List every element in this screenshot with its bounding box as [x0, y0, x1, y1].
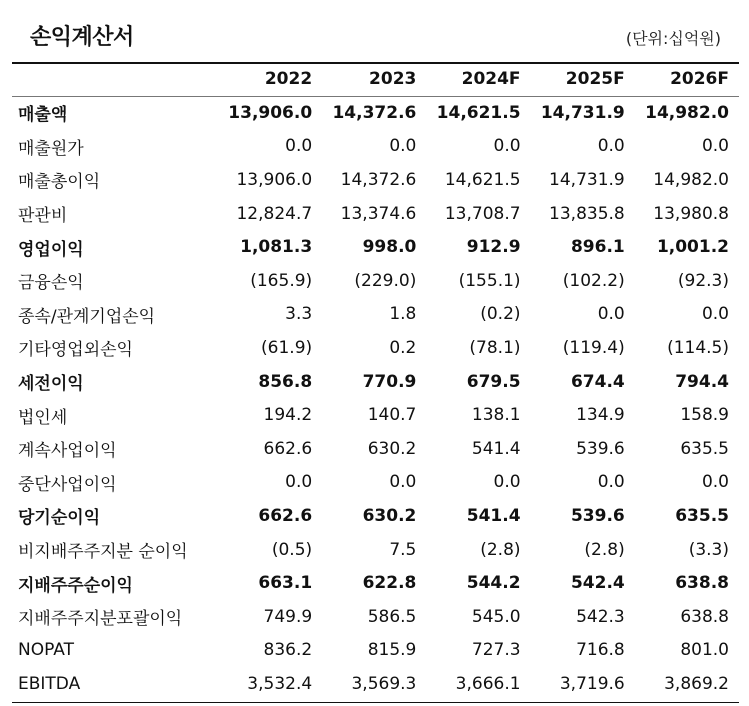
value-cell: 0.0: [389, 136, 417, 157]
row-label: 영업이익: [18, 239, 84, 260]
value-cell: 13,374.6: [340, 203, 417, 224]
row-label: 당기순이익: [18, 508, 101, 529]
row-label: 기타영업외손익: [18, 340, 133, 361]
income-statement-table: [12, 62, 739, 701]
value-cell: 158.9: [680, 405, 729, 426]
value-cell: 13,980.8: [653, 203, 729, 224]
table-row: [12, 197, 739, 231]
value-cell: 794.4: [675, 371, 729, 392]
table-row: [12, 298, 739, 332]
table-row: [12, 566, 739, 600]
value-cell: (0.2): [480, 304, 521, 325]
value-cell: 13,906.0: [228, 102, 313, 123]
value-cell: (165.9): [250, 270, 313, 291]
value-cell: 539.6: [570, 505, 625, 526]
value-cell: (92.3): [677, 270, 729, 291]
header-row: [12, 62, 739, 96]
value-cell: (78.1): [469, 337, 521, 358]
value-cell: 727.3: [471, 640, 521, 661]
row-label: 지배주주순이익: [18, 575, 133, 596]
value-cell: 539.6: [576, 438, 625, 459]
value-cell: 14,621.5: [444, 169, 521, 190]
value-cell: 14,982.0: [645, 102, 729, 123]
row-label: 금융손익: [18, 273, 84, 294]
value-cell: 541.4: [466, 505, 521, 526]
value-cell: (119.4): [562, 337, 625, 358]
value-cell: 13,906.0: [236, 169, 313, 190]
row-label: 세전이익: [18, 374, 84, 395]
value-cell: 630.2: [367, 438, 417, 459]
value-cell: 0.0: [597, 136, 625, 157]
value-cell: 638.8: [680, 606, 729, 627]
value-cell: 3,719.6: [559, 673, 625, 694]
value-cell: 134.9: [576, 405, 625, 426]
unit-note: (단위:십억원): [625, 29, 721, 48]
value-cell: 586.5: [367, 606, 417, 627]
year-header: 2022: [264, 69, 313, 89]
table-row: [12, 398, 739, 432]
row-label: 지배주주지분포괄이익: [18, 609, 183, 630]
value-cell: (114.5): [667, 337, 729, 358]
table-row: [12, 130, 739, 164]
value-cell: 3,666.1: [455, 673, 521, 694]
value-cell: (3.3): [688, 539, 729, 560]
value-cell: 1,001.2: [656, 237, 729, 258]
value-cell: 716.8: [576, 640, 625, 661]
row-label: 매출총이익: [18, 172, 101, 193]
value-cell: 663.1: [258, 573, 313, 594]
value-cell: 542.3: [576, 606, 625, 627]
row-label: NOPAT: [18, 640, 74, 661]
value-cell: 635.5: [680, 438, 729, 459]
row-label: 비지배주주지분 순이익: [18, 542, 188, 563]
year-header: 2025F: [565, 69, 625, 89]
value-cell: 13,835.8: [549, 203, 625, 224]
row-label: 매출액: [18, 105, 68, 126]
value-cell: 140.7: [367, 405, 417, 426]
row-label: 중단사업이익: [18, 474, 117, 495]
value-cell: 3.3: [285, 304, 313, 325]
value-cell: 0.2: [389, 337, 417, 358]
table-row: [12, 230, 739, 264]
bottom-rule: [12, 702, 739, 703]
table-row: [12, 331, 739, 365]
value-cell: 12,824.7: [236, 203, 313, 224]
value-cell: 0.0: [389, 472, 417, 493]
value-cell: (0.5): [271, 539, 313, 560]
value-cell: 674.4: [570, 371, 625, 392]
table-row: [12, 365, 739, 399]
value-cell: (229.0): [354, 270, 417, 291]
value-cell: 0.0: [701, 136, 729, 157]
value-cell: 14,372.6: [340, 169, 417, 190]
value-cell: (2.8): [584, 539, 625, 560]
table-row: [12, 163, 739, 197]
value-cell: 801.0: [680, 640, 729, 661]
table-row: [12, 264, 739, 298]
value-cell: (61.9): [261, 337, 313, 358]
value-cell: 138.1: [471, 405, 521, 426]
value-cell: 0.0: [597, 472, 625, 493]
table-row: [12, 499, 739, 533]
value-cell: 0.0: [493, 472, 521, 493]
value-cell: 14,372.6: [332, 102, 417, 123]
value-cell: 0.0: [701, 472, 729, 493]
value-cell: 1.8: [389, 304, 417, 325]
value-cell: 194.2: [263, 405, 313, 426]
value-cell: 0.0: [493, 136, 521, 157]
table-title: 손익계산서: [30, 25, 134, 50]
table-row: [12, 533, 739, 567]
row-label: 계속사업이익: [18, 441, 117, 462]
table-row: [12, 634, 739, 668]
value-cell: 13,708.7: [444, 203, 521, 224]
value-cell: 3,532.4: [247, 673, 313, 694]
value-cell: 770.9: [362, 371, 417, 392]
value-cell: 998.0: [362, 237, 417, 258]
value-cell: 0.0: [597, 304, 625, 325]
table-row: [12, 466, 739, 500]
value-cell: 7.5: [389, 539, 417, 560]
value-cell: 662.6: [263, 438, 313, 459]
year-header: 2024F: [461, 69, 521, 89]
table-row: [12, 96, 739, 130]
header-label-cell: [12, 62, 218, 96]
value-cell: 749.9: [263, 606, 313, 627]
value-cell: 1,081.3: [240, 237, 313, 258]
value-cell: 679.5: [466, 371, 521, 392]
value-cell: 622.8: [362, 573, 417, 594]
year-header: 2023: [369, 69, 417, 89]
value-cell: 856.8: [258, 371, 313, 392]
value-cell: 3,869.2: [664, 673, 729, 694]
value-cell: (102.2): [562, 270, 625, 291]
value-cell: 896.1: [570, 237, 625, 258]
value-cell: 0.0: [285, 472, 313, 493]
value-cell: 14,621.5: [436, 102, 521, 123]
value-cell: 14,982.0: [653, 169, 729, 190]
table-body: [12, 96, 739, 701]
value-cell: 545.0: [471, 606, 521, 627]
table-row: [12, 600, 739, 634]
value-cell: 836.2: [263, 640, 313, 661]
row-label: EBITDA: [18, 673, 81, 694]
value-cell: 815.9: [367, 640, 417, 661]
value-cell: 630.2: [362, 505, 417, 526]
value-cell: 542.4: [570, 573, 625, 594]
value-cell: 638.8: [675, 573, 729, 594]
row-label: 종속/관계기업손익: [18, 306, 156, 327]
row-label: 판관비: [18, 206, 68, 227]
value-cell: 14,731.9: [549, 169, 625, 190]
value-cell: 912.9: [466, 237, 521, 258]
value-cell: 0.0: [701, 304, 729, 325]
value-cell: (2.8): [480, 539, 521, 560]
year-header: 2026F: [670, 69, 729, 89]
table-row: [12, 432, 739, 466]
value-cell: 0.0: [285, 136, 313, 157]
table-row: [12, 667, 739, 701]
value-cell: 544.2: [466, 573, 521, 594]
value-cell: 662.6: [258, 505, 313, 526]
row-label: 매출원가: [18, 138, 84, 159]
row-label: 법인세: [18, 407, 68, 428]
value-cell: 635.5: [675, 505, 729, 526]
value-cell: (155.1): [458, 270, 521, 291]
value-cell: 14,731.9: [540, 102, 625, 123]
value-cell: 3,569.3: [351, 673, 417, 694]
value-cell: 541.4: [471, 438, 521, 459]
